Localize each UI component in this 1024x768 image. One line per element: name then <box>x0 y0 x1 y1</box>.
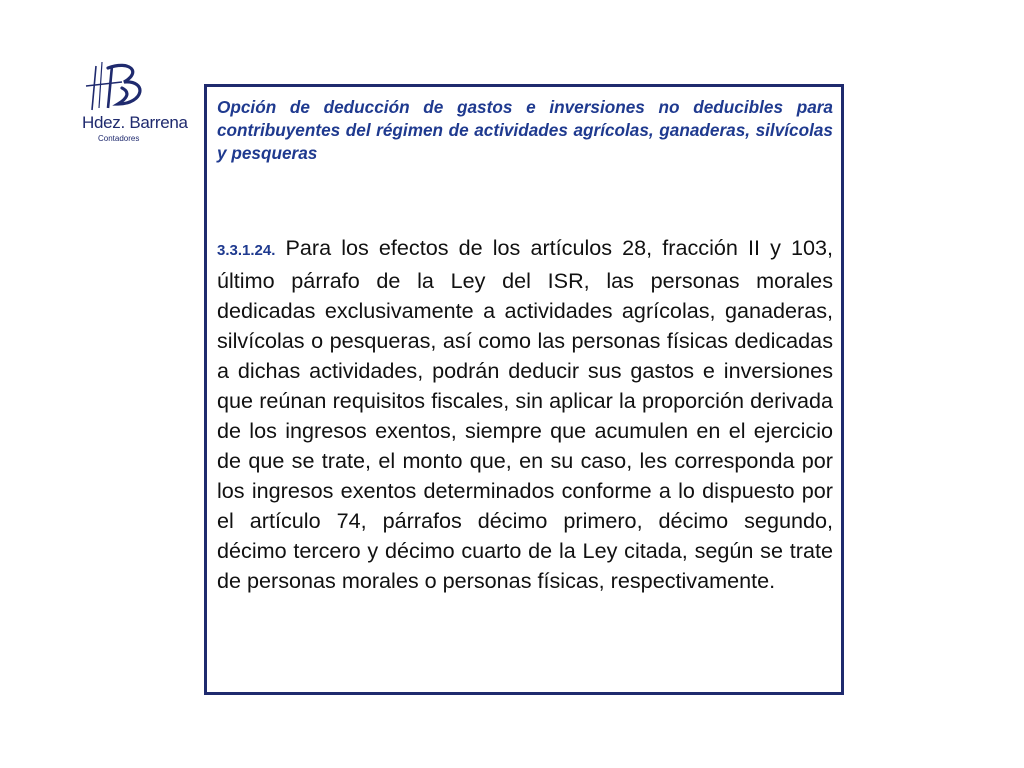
rule-body-text: Para los efectos de los artículos 28, fracción II y 103, último párrafo de la Ley del ISR, las personas morales dedicadas exclusivamente a actividades agrícolas, ganaderas, silvícolas o pesqueras, así como las personas físicas dedicadas a dichas actividades, podrán deducir sus gastos e inversiones que reúnan requisitos fiscales, sin aplicar la proporción derivada de los ingresos exentos, siempre que acumulen en el ejercicio de que se trate, el monto que, en su caso, les corresponda por los ingresos exentos determinados conforme a lo dispuesto por el artículo 74, párrafos décimo primero, décimo segundo, décimo tercero y décimo cuarto de la Ley citada, según se trate de personas morales o personas físicas, respectivamente. <box>217 235 834 593</box>
logo-monogram-icon <box>78 58 178 158</box>
logo-tagline: Contadores <box>98 134 140 143</box>
logo-wordmark: Hdez. Barrena <box>82 113 188 132</box>
company-logo <box>78 58 178 158</box>
rule-text-box <box>204 84 844 695</box>
rule-heading: Opción de deducción de gastos e inversiones no deducibles para contribuyentes del régimen de actividades agrícolas, ganaderas, silvícolas y pesqueras <box>217 97 833 163</box>
rule-number: 3.3.1.24. <box>217 242 276 259</box>
rule-body-paragraph <box>217 233 833 596</box>
